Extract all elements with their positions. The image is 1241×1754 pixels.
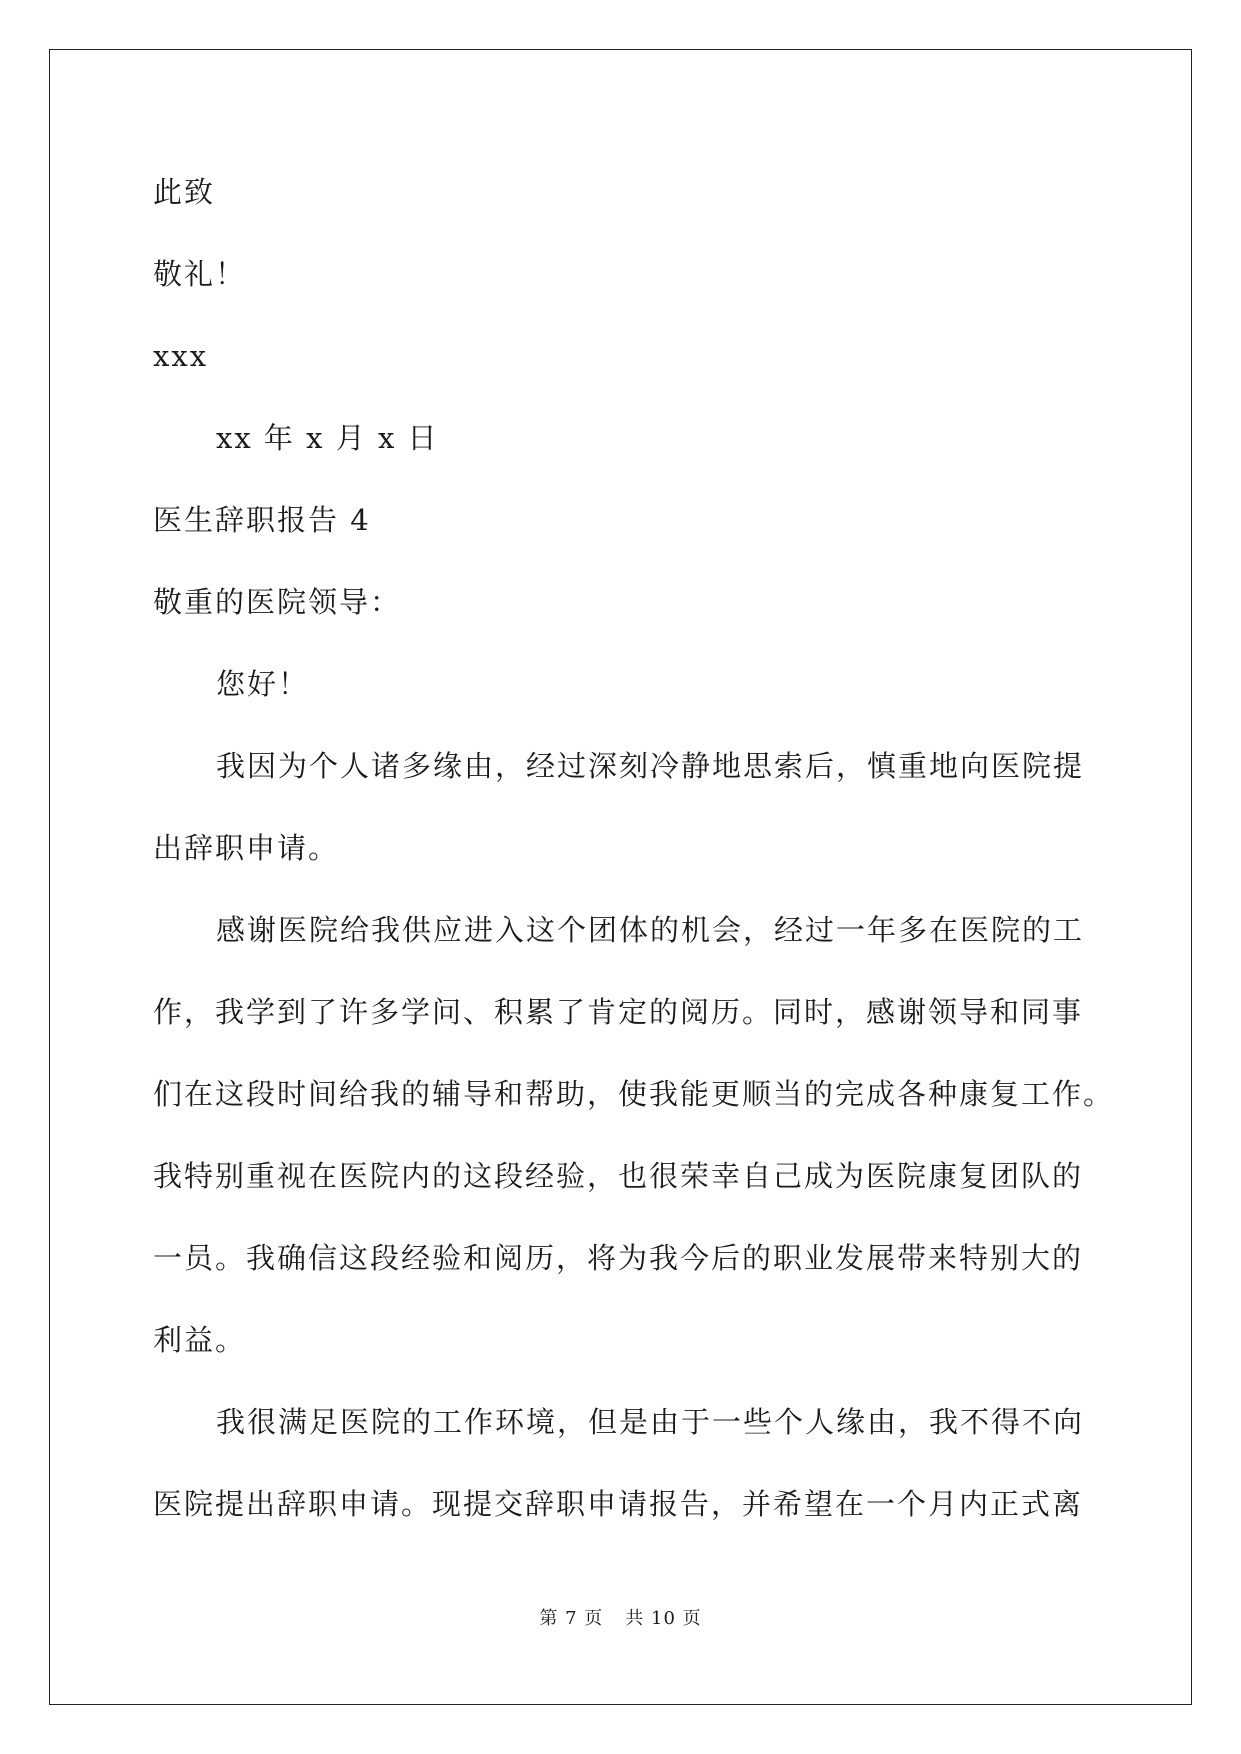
greeting-line: 您好！ bbox=[216, 667, 310, 701]
body-paragraph-2-line-1: 感谢医院给我供应进入这个团体的机会，经过一年多在医院的工 bbox=[216, 913, 1085, 947]
page-border bbox=[49, 49, 1192, 1705]
body-paragraph-3-line-2: 医院提出辞职申请。现提交辞职申请报告，并希望在一个月内正式离 bbox=[153, 1487, 1084, 1521]
closing-line: 此致 bbox=[153, 175, 216, 209]
body-paragraph-2-line-3: 们在这段时间给我的辅导和帮助，使我能更顺当的完成各种康复工作。 bbox=[153, 1077, 1115, 1111]
page-number-current: 第 7 页 bbox=[539, 1608, 604, 1629]
body-paragraph-2-line-6: 利益。 bbox=[153, 1323, 247, 1357]
body-paragraph-1-line-2: 出辞职申请。 bbox=[153, 831, 340, 865]
body-paragraph-3-line-1: 我很满足医院的工作环境，但是由于一些个人缘由，我不得不向 bbox=[216, 1405, 1085, 1439]
body-paragraph-1-line-1: 我因为个人诸多缘由，经过深刻冷静地思索后，慎重地向医院提 bbox=[216, 749, 1085, 783]
salutation-regards: 敬礼！ bbox=[153, 257, 247, 291]
addressee-line: 敬重的医院领导： bbox=[153, 585, 402, 619]
section-title: 医生辞职报告 4 bbox=[153, 503, 371, 537]
page-footer bbox=[0, 1608, 1241, 1630]
signature-name: xxx bbox=[153, 339, 209, 373]
signature-date: xx 年 x 月 x 日 bbox=[216, 421, 439, 455]
body-paragraph-2-line-2: 作，我学到了许多学问、积累了肯定的阅历。同时，感谢领导和同事 bbox=[153, 995, 1084, 1029]
body-paragraph-2-line-5: 一员。我确信这段经验和阅历，将为我今后的职业发展带来特别大的 bbox=[153, 1241, 1084, 1275]
page-number-total: 共 10 页 bbox=[625, 1608, 702, 1629]
body-paragraph-2-line-4: 我特别重视在医院内的这段经验，也很荣幸自己成为医院康复团队的 bbox=[153, 1159, 1084, 1193]
